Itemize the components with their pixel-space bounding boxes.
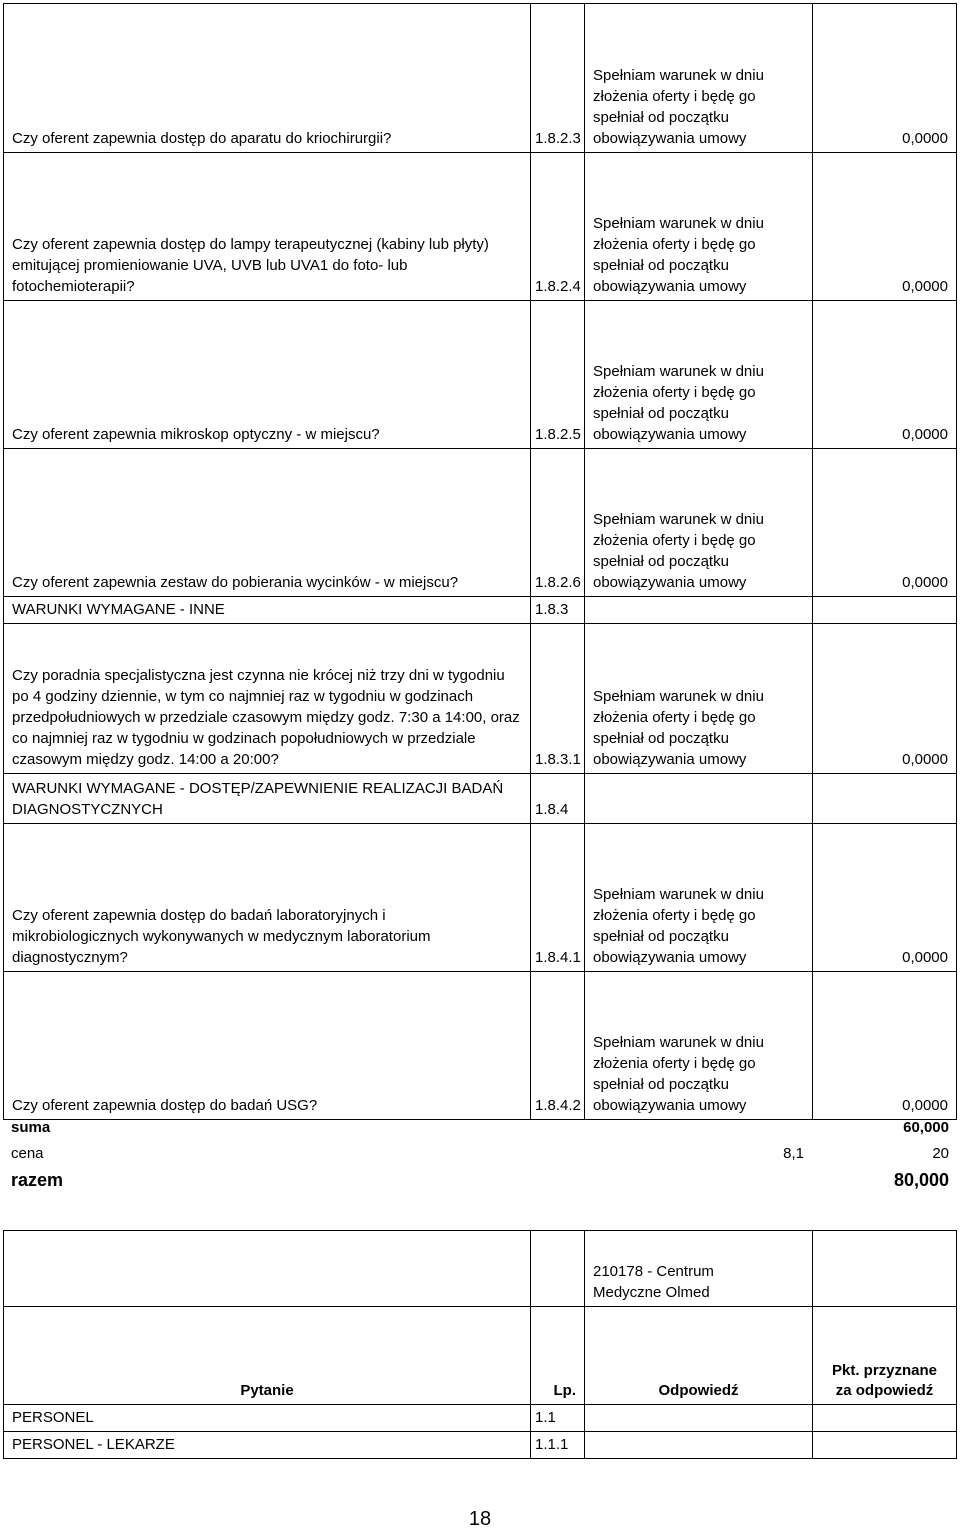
lp-cell: 1.8.2.3 <box>531 4 585 153</box>
scoring-table <box>3 3 957 1120</box>
table-row <box>4 1405 957 1432</box>
answer-cell[interactable] <box>585 1432 813 1459</box>
second-table <box>3 1230 957 1459</box>
header-odpowiedz: Odpowiedź <box>585 1307 813 1405</box>
lp-cell: 1.8.2.5 <box>531 301 585 449</box>
razem-label: razem <box>11 1170 64 1190</box>
question-cell: Czy oferent zapewnia dostęp do badań USG? <box>4 972 531 1120</box>
summary-table <box>3 1115 957 1194</box>
lp-cell: 1.8.3.1 <box>531 624 585 774</box>
cena-row <box>3 1141 957 1167</box>
table-row <box>4 301 957 449</box>
question-cell: Czy oferent zapewnia mikroskop optyczny - w miejscu? <box>4 301 531 449</box>
section-title: WARUNKI WYMAGANE - INNE <box>4 597 531 624</box>
table-row <box>4 153 957 301</box>
answer-cell[interactable]: Spełniam warunek w dniu złożenia oferty i będę go spełniał od początku obowiązywania umowy <box>585 153 813 301</box>
points-cell: 0,0000 <box>813 449 957 597</box>
answer-cell[interactable]: Spełniam warunek w dniu złożenia oferty i będę go spełniał od początku obowiązywania umowy <box>585 449 813 597</box>
razem-row <box>3 1167 957 1194</box>
header-pkt: Pkt. przyznane za odpowiedź <box>813 1307 957 1405</box>
question-cell: Czy oferent zapewnia dostęp do lampy terapeutycznej (kabiny lub płyty) emitującej promieniowanie UVA, UVB lub UVA1 do foto- lub fotochemioterapii? <box>4 153 531 301</box>
cena-label: cena <box>11 1145 44 1162</box>
page-number: 18 <box>468 1508 492 1530</box>
question-cell: PERSONEL - LEKARZE <box>4 1432 531 1459</box>
points-cell: 0,0000 <box>813 153 957 301</box>
question-cell: Czy poradnia specjalistyczna jest czynna nie krócej niż trzy dni w tygodniu po 4 godziny dziennie, w tym co najmniej raz w tygodniu w godzinach przedpołudniowych w przedziale czasowym między godz. 7:30 a 14:00, oraz co najmniej raz w tygodniu w godzinach popołudniowych w przedziale czasowym między godz. 14:00 a 20:00? <box>4 624 531 774</box>
points-cell: 0,0000 <box>813 301 957 449</box>
question-cell: Czy oferent zapewnia dostęp do aparatu do kriochirurgii? <box>4 4 531 153</box>
lp-cell: 1.8.2.4 <box>531 153 585 301</box>
lp-cell: 1.8.4.1 <box>531 824 585 972</box>
lp-cell: 1.8.2.6 <box>531 449 585 597</box>
points-cell <box>813 774 957 824</box>
points-cell: 0,0000 <box>813 972 957 1120</box>
answer-cell[interactable]: Spełniam warunek w dniu złożenia oferty i będę go spełniał od początku obowiązywania umowy <box>585 972 813 1120</box>
table-row <box>4 824 957 972</box>
answer-cell[interactable] <box>585 1405 813 1432</box>
razem-value: 80,000 <box>893 1170 949 1190</box>
table-row <box>4 4 957 153</box>
header-pytanie: Pytanie <box>4 1307 531 1405</box>
section-row <box>4 774 957 824</box>
points-cell <box>813 1405 957 1432</box>
answer-cell <box>585 774 813 824</box>
lp-cell: 1.8.4 <box>531 774 585 824</box>
question-cell: PERSONEL <box>4 1405 531 1432</box>
table-row <box>4 1432 957 1459</box>
provider-row <box>4 1231 957 1307</box>
provider-name: 210178 - Centrum Medyczne Olmed <box>585 1231 813 1307</box>
suma-row <box>3 1115 957 1141</box>
suma-label: suma <box>11 1119 51 1136</box>
points-cell: 0,0000 <box>813 4 957 153</box>
table-row <box>4 624 957 774</box>
cena-points: 20 <box>932 1145 949 1162</box>
cena-value: 8,1 <box>783 1145 804 1162</box>
lp-cell: 1.8.3 <box>531 597 585 624</box>
question-cell: Czy oferent zapewnia zestaw do pobierania wycinków - w miejscu? <box>4 449 531 597</box>
answer-cell <box>585 597 813 624</box>
answer-cell[interactable]: Spełniam warunek w dniu złożenia oferty i będę go spełniał od początku obowiązywania umowy <box>585 824 813 972</box>
lp-cell: 1.1.1 <box>531 1432 585 1459</box>
points-cell: 0,0000 <box>813 624 957 774</box>
header-row <box>4 1307 957 1405</box>
suma-value: 60,000 <box>903 1119 949 1136</box>
answer-cell[interactable]: Spełniam warunek w dniu złożenia oferty i będę go spełniał od początku obowiązywania umowy <box>585 301 813 449</box>
lp-cell: 1.8.4.2 <box>531 972 585 1120</box>
points-cell <box>813 597 957 624</box>
points-cell <box>813 1432 957 1459</box>
answer-cell[interactable]: Spełniam warunek w dniu złożenia oferty i będę go spełniał od początku obowiązywania umowy <box>585 624 813 774</box>
table-row <box>4 449 957 597</box>
points-cell: 0,0000 <box>813 824 957 972</box>
table-row <box>4 972 957 1120</box>
answer-cell[interactable]: Spełniam warunek w dniu złożenia oferty i będę go spełniał od początku obowiązywania umowy <box>585 4 813 153</box>
section-title: WARUNKI WYMAGANE - DOSTĘP/ZAPEWNIENIE REALIZACJI BADAŃ DIAGNOSTYCZNYCH <box>4 774 531 824</box>
question-cell: Czy oferent zapewnia dostęp do badań laboratoryjnych i mikrobiologicznych wykonywanych w medycznym laboratorium diagnostycznym? <box>4 824 531 972</box>
header-lp: Lp. <box>531 1307 585 1405</box>
lp-cell: 1.1 <box>531 1405 585 1432</box>
section-row <box>4 597 957 624</box>
